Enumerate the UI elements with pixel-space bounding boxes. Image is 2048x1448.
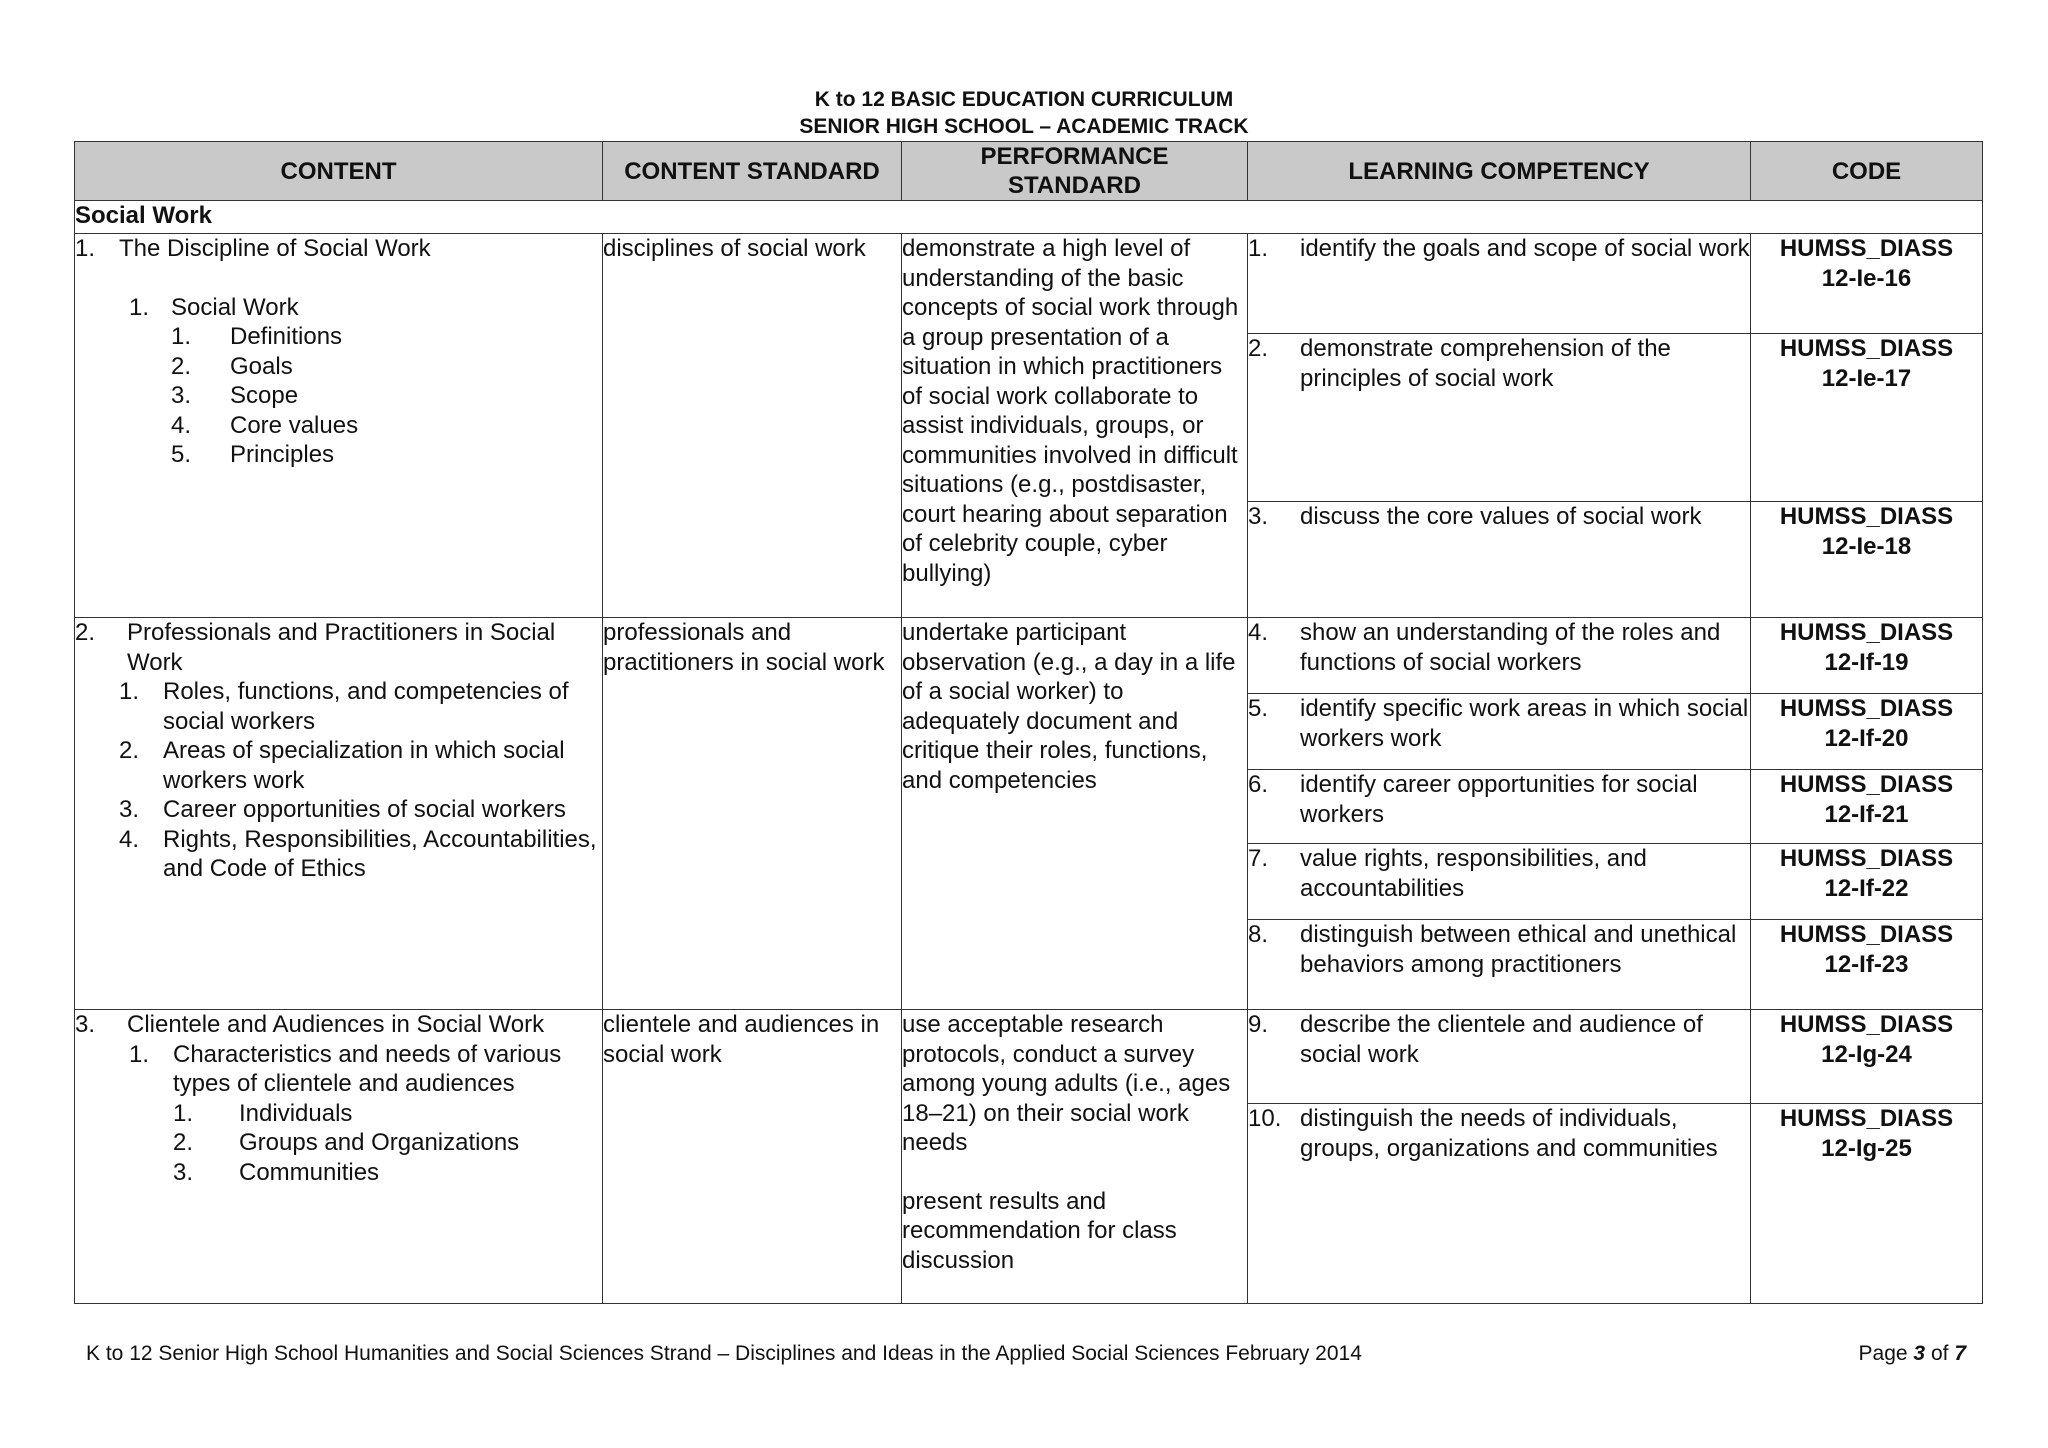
sub-list [75,1099,602,1188]
table-row [75,618,1983,694]
list-item: 1. Definitions [171,323,343,350]
header-title: K to 12 BASIC EDUCATION CURRICULUM [814,88,1234,111]
competency-cell [1248,234,1751,334]
list-item: 1. Individuals [173,1099,353,1127]
section-row [75,201,1983,234]
competency-number: 2. [1248,335,1269,362]
list-item: 3. Career opportunities of social workers [119,796,566,823]
curriculum-table [74,141,1983,1304]
content-title: Professionals and Practitioners in Social Work [127,619,556,676]
performance-standard-cell: demonstrate a high level of understanding of the basic concepts of social work through a group presentation of a situation in which practitioners of social work collaborate to assist individuals, groups, or communities involved in difficult situations (e.g., postdisaster, court hearing about separation of celebrity couple, cyber bullying) [902,234,1248,618]
competency-cell [1248,1010,1751,1104]
content-standard-cell: disciplines of social work [603,234,902,618]
code-cell: HUMSS_DIASS 12-If-23 [1751,920,1983,1010]
page-indicator: Page 3 of 7 [1858,1342,1966,1365]
content-item [75,1010,602,1040]
competency-number: 8. [1248,921,1269,948]
competency-cell [1248,1104,1751,1304]
competency-cell [1248,334,1751,502]
competency-text: distinguish between ethical and unethical behaviors among practitioners [1300,921,1737,978]
competency-cell [1248,618,1751,694]
list-item: 2. Goals [171,352,293,380]
content-subitem [75,293,602,323]
code-cell: HUMSS_DIASS 12-Ie-18 [1751,502,1983,618]
table-row [75,1010,1983,1104]
list-item: 4. Core values [171,411,359,439]
content-number: 2. [75,619,96,646]
competency-cell [1248,770,1751,844]
code-cell: HUMSS_DIASS 12-If-19 [1751,618,1983,694]
competency-number: 7. [1248,845,1269,872]
table-row [75,234,1983,334]
list-item: 3. Communities [173,1158,380,1186]
footer-text: K to 12 Senior High School Humanities and Social Sciences Strand – Disciplines and Ideas in the Applied Social Sciences February 2014 [86,1342,1362,1365]
column-header-code: CODE [1751,142,1983,201]
code-cell: HUMSS_DIASS 12-Ig-24 [1751,1010,1983,1104]
sub-list [75,322,602,470]
performance-standard-text: present results and recommendation for class discussion [902,1187,1177,1274]
list-item: 4. Rights, Responsibilities, Accountabilities, and Code of Ethics [119,825,597,882]
content-number: 1. [75,235,96,262]
document-header [0,86,2048,140]
table-header-row [75,142,1983,201]
content-subitem [75,1040,602,1099]
competency-cell [1248,844,1751,920]
content-cell [75,618,603,1010]
header-subtitle: SENIOR HIGH SCHOOL – ACADEMIC TRACK [799,115,1249,138]
code-cell: HUMSS_DIASS 12-Ie-16 [1751,234,1983,334]
content-standard-cell: clientele and audiences in social work [603,1010,902,1304]
competency-number: 6. [1248,771,1269,798]
performance-standard-text: use acceptable research protocols, conduct a survey among young adults (i.e., ages 18–21) on their social work needs [902,1011,1231,1156]
performance-standard-cell [902,1010,1248,1304]
list-item: 3. Scope [171,382,299,409]
subitem-number: 1. [129,1040,150,1068]
content-cell [75,234,603,618]
competency-text: distinguish the needs of individuals, groups, organizations and communities [1300,1105,1718,1162]
code-cell: HUMSS_DIASS 12-If-22 [1751,844,1983,920]
content-standard-cell: professionals and practitioners in social work [603,618,902,1010]
competency-cell [1248,920,1751,1010]
column-header-content: CONTENT [75,142,603,201]
code-cell: HUMSS_DIASS 12-Ie-17 [1751,334,1983,502]
competency-number: 9. [1248,1011,1269,1038]
list-item: 2. Areas of specialization in which social workers work [119,737,565,794]
sub-list [75,677,602,884]
competency-text: describe the clientele and audience of social work [1300,1011,1703,1068]
content-item [75,618,602,677]
section-title: Social Work [75,201,1983,234]
column-header-learning-competency: LEARNING COMPETENCY [1248,142,1751,201]
code-cell: HUMSS_DIASS 12-Ig-25 [1751,1104,1983,1304]
page-total: 7 [1954,1342,1966,1365]
competency-text: identify the goals and scope of social work [1300,235,1750,262]
content-number: 3. [75,1011,96,1038]
competency-number: 4. [1248,619,1269,646]
code-cell: HUMSS_DIASS 12-If-21 [1751,770,1983,844]
content-title: Clientele and Audiences in Social Work [127,1011,545,1038]
competency-number: 1. [1248,235,1269,262]
competency-text: identify career opportunities for social workers [1300,771,1698,828]
competency-cell [1248,694,1751,770]
competency-text: demonstrate comprehension of the principles of social work [1300,335,1671,392]
competency-text: value rights, responsibilities, and accountabilities [1300,845,1647,902]
competency-cell [1248,502,1751,618]
competency-number: 5. [1248,695,1269,722]
subitem-title: Characteristics and needs of various types of clientele and audiences [173,1040,562,1097]
content-item [75,234,602,264]
subitem-title: Social Work [171,293,299,321]
list-item: 5. Principles [171,441,335,468]
list-item: 2. Groups and Organizations [173,1129,520,1156]
competency-text: discuss the core values of social work [1300,503,1702,530]
content-cell [75,1010,603,1304]
competency-number: 3. [1248,503,1269,530]
competency-text: show an understanding of the roles and functions of social workers [1300,619,1721,676]
list-item: 1. Roles, functions, and competencies of social workers [119,678,569,735]
column-header-performance-standard: PERFORMANCE STANDARD [902,142,1248,201]
code-cell: HUMSS_DIASS 12-If-20 [1751,694,1983,770]
page-number: 3 [1913,1342,1926,1365]
column-header-content-standard: CONTENT STANDARD [603,142,902,201]
content-title: The Discipline of Social Work [119,235,431,262]
competency-number: 10. [1248,1105,1282,1132]
performance-standard-cell: undertake participant observation (e.g., a day in a life of a social worker) to adequately document and critique their roles, functions, and competencies [902,618,1248,1010]
subitem-number: 1. [129,293,150,321]
competency-text: identify specific work areas in which social workers work [1300,695,1749,752]
